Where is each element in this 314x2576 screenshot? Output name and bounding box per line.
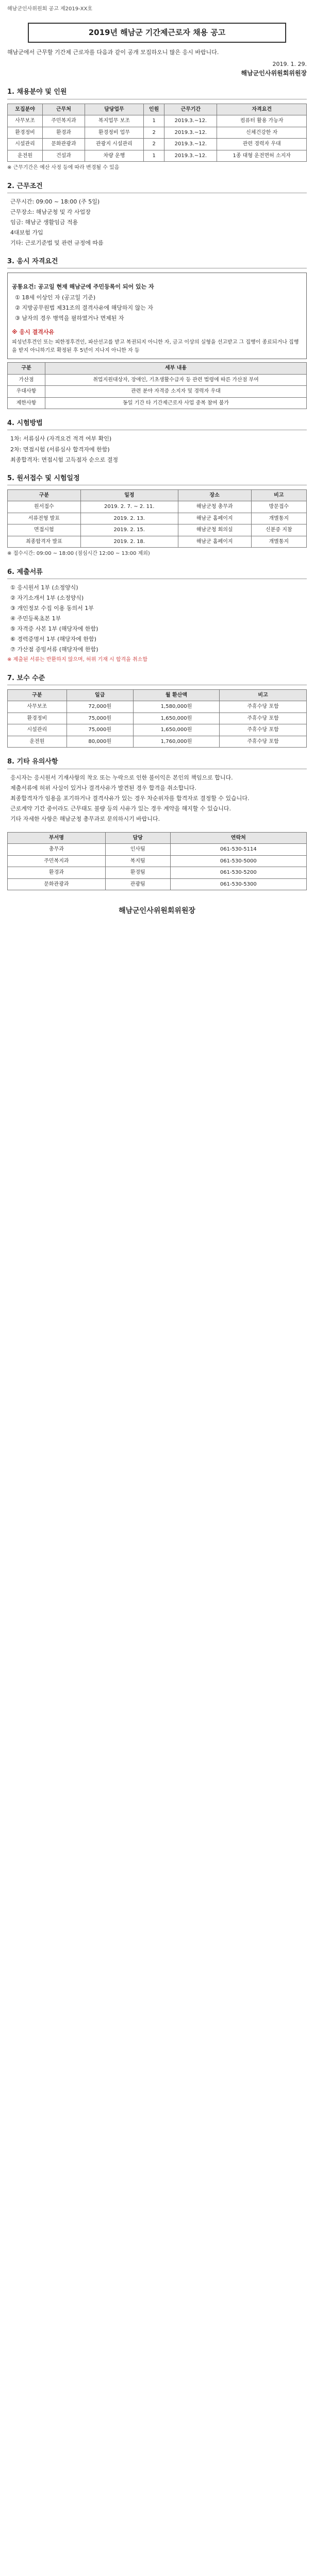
table-header: 인원: [143, 104, 164, 115]
table-cell: 운전원: [8, 150, 43, 162]
section-2-heading: 2. 근무조건: [7, 181, 307, 193]
table-header: 모집분야: [8, 104, 43, 115]
table-cell: 건설과: [43, 150, 85, 162]
footer-org: 해남군인사위원회위원장: [119, 907, 195, 916]
section-7-heading: 7. 보수 수준: [7, 673, 307, 685]
notes-list: [7, 773, 307, 823]
table-cell: 2: [143, 139, 164, 150]
notice-page: [0, 0, 314, 933]
list-item: 근무시간: 09:00 ~ 18:00 (주 5일): [10, 198, 100, 205]
notice-intro: 해남군에서 근무할 기간제 근로자를 다음과 같이 공개 모집하오니 많은 응시 바랍니다.: [7, 48, 219, 56]
table-cell: 80,000원: [67, 736, 133, 748]
table-header: 자격요건: [217, 104, 307, 115]
table-row: [8, 139, 307, 150]
table-header: 세부 내용: [45, 363, 307, 375]
list-item: ③ 개인정보 수집 이용 동의서 1부: [10, 604, 94, 612]
table-cell: 해남군 홈페이지: [178, 536, 251, 548]
table-header: 구분: [8, 489, 81, 501]
table-row: [8, 127, 307, 139]
table-cell: 개별통지: [251, 536, 306, 548]
table-cell: 환경정비 업무: [85, 127, 143, 139]
table-cell: 2019. 2. 7. ~ 2. 11.: [80, 501, 178, 513]
list-item: ② 지방공무원법 제31조의 결격사유에 해당하지 않는 자: [15, 304, 153, 312]
table-cell: 개별통지: [251, 513, 306, 524]
table-cell: 시설관리: [8, 139, 43, 150]
list-item: 기타: 근로기준법 및 관련 규정에 따름: [10, 239, 104, 246]
table-row: [8, 867, 307, 879]
table-cell: 주휴수당 포함: [220, 701, 307, 713]
list-item: 근로계약 기간 중이라도 근무태도 불량 등의 사유가 있는 경우 계약을 해지할 수 있습니다.: [10, 805, 231, 812]
list-item: 제출서류에 허위 사실이 있거나 결격사유가 발견된 경우 합격을 취소합니다.: [10, 784, 196, 791]
eligibility-list: [12, 293, 302, 323]
table-cell: 환경과: [43, 127, 85, 139]
table-cell: 최종합격자 발표: [8, 536, 81, 548]
table-cell: 1: [143, 115, 164, 127]
work-conditions-list: [7, 197, 307, 247]
notice-title: 2019년 해남군 기간제근로자 채용 공고: [28, 23, 286, 43]
table-row: [8, 501, 307, 513]
table-cell: 우대사항: [8, 386, 45, 398]
section-6-heading: 6. 제출서류: [7, 567, 307, 579]
table-header: 연락처: [170, 832, 306, 844]
table-cell: 운전원: [8, 736, 67, 748]
notice-date: 2019. 1. 29.: [272, 60, 307, 67]
table-cell: 주민복지과: [43, 115, 85, 127]
table-cell: 2019.3.~12.: [164, 150, 217, 162]
table-cell: 관련 분야 자격증 소지자 및 경력자 우대: [45, 386, 307, 398]
notice-number: 해남군인사위원회 공고 제2019-XX호: [7, 6, 93, 12]
list-item: 근무장소: 해남군청 및 각 사업장: [10, 208, 91, 215]
table-cell: 061-530-5300: [170, 878, 306, 890]
table-row: [8, 536, 307, 548]
table-row: [8, 513, 307, 524]
table-row: [8, 844, 307, 856]
table-cell: 동일 기간 타 기간제근로자 사업 중복 참여 불가: [45, 397, 307, 409]
table-cell: 관광지 시설관리: [85, 139, 143, 150]
table-row: [8, 736, 307, 748]
table-cell: 72,000원: [67, 701, 133, 713]
table-cell: 해남군 홈페이지: [178, 513, 251, 524]
list-item: ⑦ 가산점 증빙서류 (해당자에 한함): [10, 646, 98, 653]
table-cell: 사무보조: [8, 701, 67, 713]
eligibility-box: [7, 273, 307, 359]
list-item: ① 응시원서 1부 (소정양식): [10, 584, 78, 591]
table-cell: 1,580,000원: [133, 701, 219, 713]
table-cell: 방문접수: [251, 501, 306, 513]
table-header: 담당업무: [85, 104, 143, 115]
recruit-table: [7, 104, 307, 162]
table-row: [8, 397, 307, 409]
schedule-table: [7, 489, 307, 548]
table-header: 근무기간: [164, 104, 217, 115]
table-cell: 사무보조: [8, 115, 43, 127]
table-cell: 면접시험: [8, 524, 81, 536]
table-cell: 신분증 지참: [251, 524, 306, 536]
table-row: [8, 713, 307, 724]
table-cell: 제한사항: [8, 397, 45, 409]
table-cell: 해남군청 회의실: [178, 524, 251, 536]
table-cell: 가산점: [8, 374, 45, 386]
table-cell: 환경정비: [8, 713, 67, 724]
section-5-heading: 5. 원서접수 및 시험일정: [7, 473, 307, 485]
table-header: 구분: [8, 689, 67, 701]
table-cell: 2019.3.~12.: [164, 127, 217, 139]
disqualification-text: 피성년후견인 또는 피한정후견인, 파산선고를 받고 복권되지 아니한 자, 금고 이상의 실형을 선고받고 그 집행이 종료되거나 집행을 받지 아니하기로 확정된 후 5년이 지나지 아니한 자 등: [12, 340, 299, 353]
list-item: 최종합격자: 면접시험 고득점자 순으로 결정: [10, 456, 118, 463]
list-item: 임금: 해남군 생활임금 적용: [10, 218, 78, 226]
table-cell: 1: [143, 150, 164, 162]
list-item: ④ 주민등록초본 1부: [10, 615, 61, 622]
table-cell: 환경정비: [8, 127, 43, 139]
list-item: ③ 남자의 경우 병역을 필하였거나 면제된 자: [15, 315, 124, 322]
table-cell: 1,760,000원: [133, 736, 219, 748]
table-cell: 75,000원: [67, 724, 133, 736]
section-8-heading: 8. 기타 유의사항: [7, 757, 307, 769]
table-cell: 서류전형 발표: [8, 513, 81, 524]
table-cell: 복지업무 보조: [85, 115, 143, 127]
recruit-table-note: ※ 근무기간은 예산 사정 등에 따라 변경될 수 있음: [7, 165, 120, 171]
table-cell: 인사팀: [105, 844, 170, 856]
table-cell: 주민복지과: [8, 855, 106, 867]
table-cell: 취업지원대상자, 장애인, 기초생활수급자 등 관련 법령에 따른 가산점 부여: [45, 374, 307, 386]
table-row: [8, 878, 307, 890]
documents-list: [7, 583, 307, 654]
notice-org: 해남군인사위원회위원장: [241, 69, 307, 77]
table-cell: 2019.3.~12.: [164, 139, 217, 150]
table-cell: 2019.3.~12.: [164, 115, 217, 127]
table-header: 일급: [67, 689, 133, 701]
table-cell: 주휴수당 포함: [220, 713, 307, 724]
table-cell: 환경과: [8, 867, 106, 879]
table-cell: 관광팀: [105, 878, 170, 890]
table-row: [8, 701, 307, 713]
table-row: [8, 115, 307, 127]
table-row: [8, 150, 307, 162]
list-item: 기타 자세한 사항은 해남군청 총무과로 문의하시기 바랍니다.: [10, 815, 160, 822]
table-header: 부서명: [8, 832, 106, 844]
disqualification-title: ※ 응시 결격사유: [12, 329, 55, 336]
table-cell: 2019. 2. 15.: [80, 524, 178, 536]
table-header: 비고: [220, 689, 307, 701]
table-cell: 컴퓨터 활용 가능자: [217, 115, 307, 127]
schedule-note: ※ 접수시간: 09:00 ~ 18:00 (점심시간 12:00 ~ 13:00 제외): [7, 551, 150, 557]
table-cell: 2019. 2. 13.: [80, 513, 178, 524]
contact-table: [7, 832, 307, 891]
table-cell: 관련 경력자 우대: [217, 139, 307, 150]
list-item: ① 18세 이상인 자 (공고일 기준): [15, 294, 96, 301]
table-cell: 총무과: [8, 844, 106, 856]
table-cell: 1,650,000원: [133, 724, 219, 736]
list-item: ⑥ 경력증명서 1부 (해당자에 한함): [10, 636, 96, 643]
table-cell: 시설관리: [8, 724, 67, 736]
table-cell: 주휴수당 포함: [220, 724, 307, 736]
table-cell: 061-530-5000: [170, 855, 306, 867]
table-row: [8, 524, 307, 536]
table-cell: 1,650,000원: [133, 713, 219, 724]
table-cell: 문화관광과: [43, 139, 85, 150]
list-item: ⑤ 자격증 사본 1부 (해당자에 한함): [10, 625, 98, 633]
exam-method-list: [7, 434, 307, 464]
table-cell: 문화관광과: [8, 878, 106, 890]
table-cell: 주휴수당 포함: [220, 736, 307, 748]
table-header: 일정: [80, 489, 178, 501]
table-header: 장소: [178, 489, 251, 501]
table-header: 구분: [8, 363, 45, 375]
table-cell: 061-530-5114: [170, 844, 306, 856]
eligibility-detail-table: [7, 362, 307, 409]
section-3-heading: 3. 응시 자격요건: [7, 257, 307, 268]
table-cell: 75,000원: [67, 713, 133, 724]
list-item: 2차: 면접시험 (서류심사 합격자에 한함): [10, 446, 110, 453]
table-header: 비고: [251, 489, 306, 501]
table-cell: 061-530-5200: [170, 867, 306, 879]
section-1-heading: 1. 채용분야 및 인원: [7, 87, 307, 99]
table-row: [8, 855, 307, 867]
table-row: [8, 386, 307, 398]
list-item: 최종합격자가 임용을 포기하거나 결격사유가 있는 경우 차순위자를 합격자로 결정할 수 있습니다.: [10, 794, 250, 802]
documents-warning: ※ 제출된 서류는 반환하지 않으며, 허위 기재 시 합격을 취소함: [7, 657, 148, 663]
table-cell: 해남군청 총무과: [178, 501, 251, 513]
table-cell: 1종 대형 운전면허 소지자: [217, 150, 307, 162]
pay-table: [7, 689, 307, 748]
table-cell: 복지팀: [105, 855, 170, 867]
list-item: 4대보험 가입: [10, 229, 43, 236]
table-header: 근무처: [43, 104, 85, 115]
list-item: ② 자기소개서 1부 (소정양식): [10, 594, 84, 601]
table-cell: 원서접수: [8, 501, 81, 513]
table-cell: 차량 운행: [85, 150, 143, 162]
section-4-heading: 4. 시험방법: [7, 418, 307, 430]
table-cell: 신체건강한 자: [217, 127, 307, 139]
eligibility-general: 공통요건: 공고일 현재 해남군에 주민등록이 되어 있는 자: [12, 283, 154, 291]
table-cell: 2019. 2. 18.: [80, 536, 178, 548]
list-item: 응시자는 응시원서 기재사항의 착오 또는 누락으로 인한 불이익은 본인의 책임으로 합니다.: [10, 774, 233, 781]
table-row: [8, 374, 307, 386]
table-row: [8, 724, 307, 736]
list-item: 1차: 서류심사 (자격요건 적격 여부 확인): [10, 435, 112, 443]
table-header: 월 환산액: [133, 689, 219, 701]
table-cell: 환경팀: [105, 867, 170, 879]
table-cell: 2: [143, 127, 164, 139]
table-header: 담당: [105, 832, 170, 844]
